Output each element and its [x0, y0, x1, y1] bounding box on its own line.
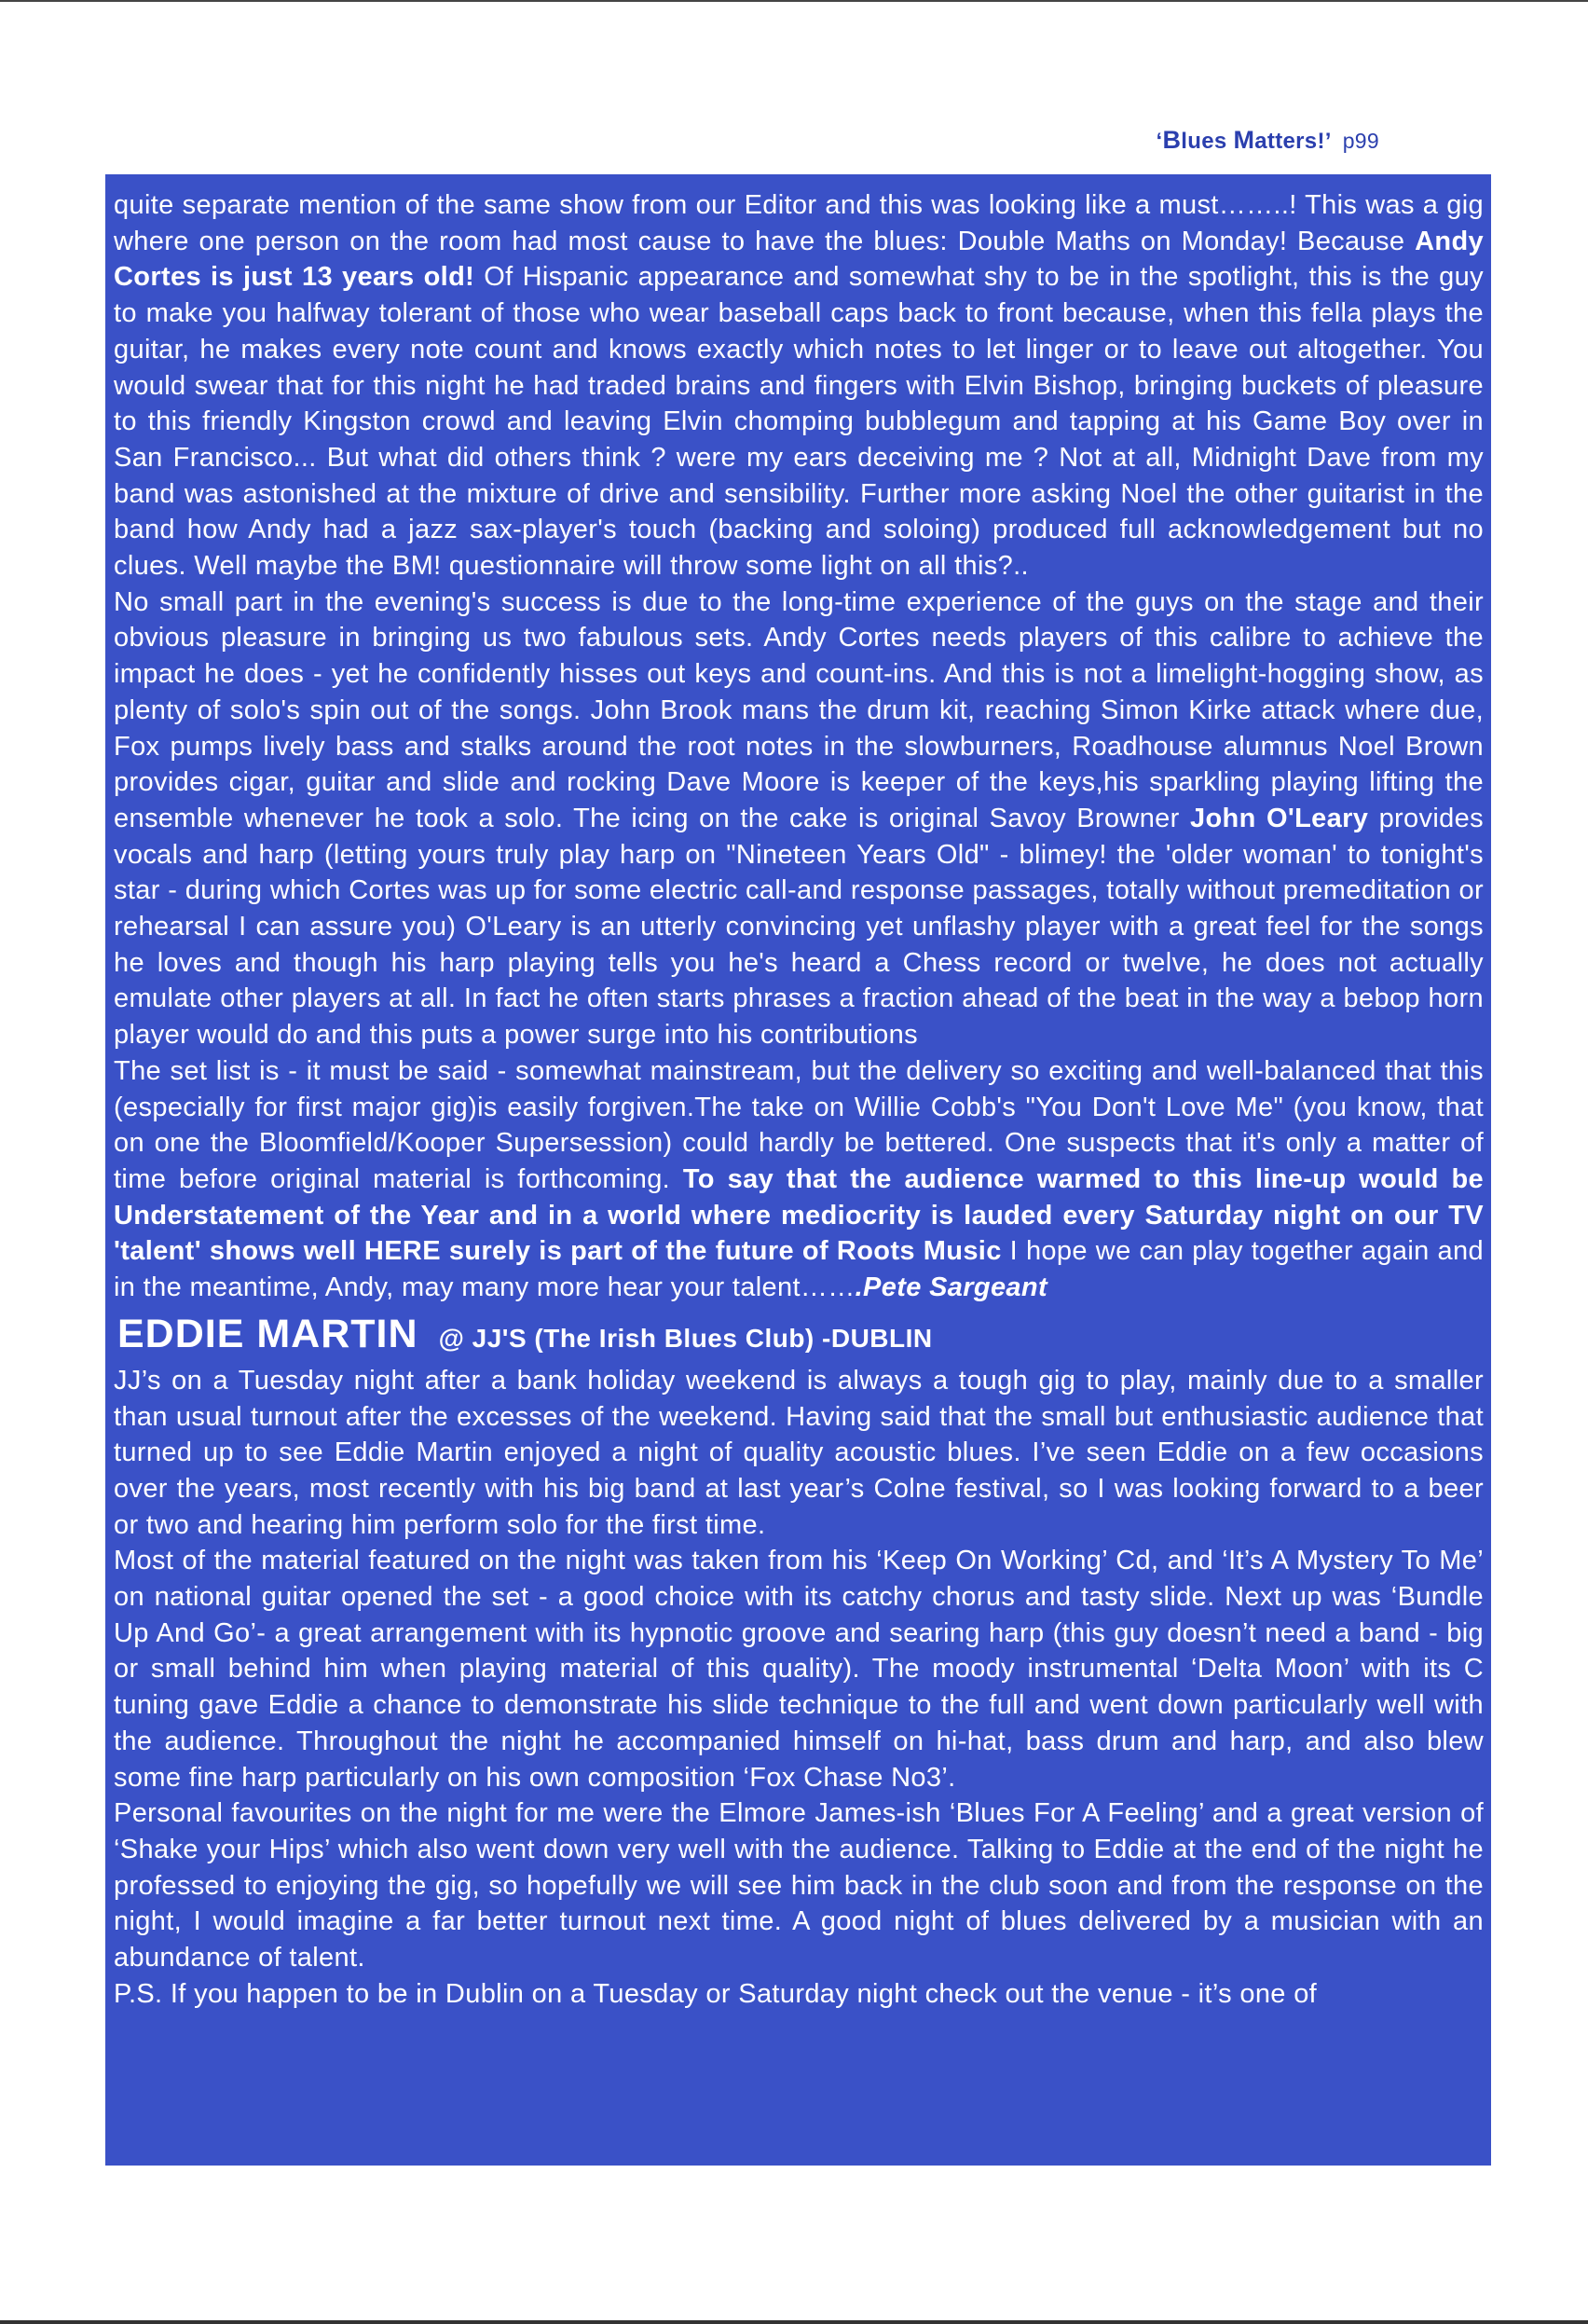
artist-name: EDDIE MARTIN	[117, 1311, 418, 1356]
article1-paragraph-1: quite separate mention of the same show from our Editor and this was looking like a must……..! This was a gig where one person on the room had most cause to have the blues: Double Maths on Monday! Because Andy Cortes is just 13 years old! Of Hispanic appearance and somewhat shy to be in the spotlight, this is the guy to make you halfway tolerant of those who wear baseball caps back to front because, when this fella plays the guitar, he makes every note count and knows exactly which notes to let linger or to leave out altogether. You would swear that for this night he had traded brains and fingers with Elvin Bishop, bringing buckets of pleasure to this friendly Kingston crowd and leaving Elvin chomping bubblegum and tapping at his Game Boy over in San Francisco... But what did others think ? were my ears deceiving me ? Not at all, Midnight Dave from my band was astonished at the mixture of drive and sensibility. Further more asking Noel the other guitarist in the band how Andy had a jazz sax-player's touch (backing and soloing) produced full acknowledgement but no clues. Well maybe the BM! questionnaire will throw some light on all this?..	[114, 190, 1484, 582]
article-panel	[105, 174, 1491, 2166]
article2-paragraph-3: Personal favourites on the night for me were the Elmore James-ish ‘Blues For A Feeling’ and a great version of ‘Shake your Hips’ which also went down very well with the audience. Talking to Eddie at the end of the night he professed to enjoying the gig, so hopefully we will see him back in the club soon and from the response on the night, I would imagine a far better turnout next time. A good night of blues delivered by a musician with an abundance of talent.	[114, 1798, 1484, 1973]
bottom-rule	[0, 2320, 1588, 2324]
page-number: p99	[1342, 129, 1379, 153]
running-header	[1025, 126, 1379, 155]
article2-paragraph-4: P.S. If you happen to be in Dublin on a Tuesday or Saturday night check out the venue - it’s one of	[114, 1978, 1318, 2009]
author-credit: .Pete Sargeant	[855, 1272, 1047, 1303]
venue-name: @ JJ'S (The Irish Blues Club) -DUBLIN	[438, 1323, 933, 1353]
article1-paragraph-3: The set list is - it must be said - somewhat mainstream, but the delivery so exciting and well-balanced that this (especially for first major gig)is easily forgiven.The take on Willie Cobb's "You Don't Love Me" (you know, that on one the Bloomfield/Kooper Supersession) could hardly be bettered. One suspects that it's only a matter of time before original material is forthcoming. To say that the audience warmed to this line-up would be Understatement of the Year and in a world where mediocrity is lauded every Saturday night on our TV 'talent' shows well HERE surely is part of the future of Roots Music I hope we can play together again and in the meantime, Andy, may many more hear your talent…….Pete Sargeant	[114, 1055, 1484, 1303]
article2-paragraph-2: Most of the material featured on the night was taken from his ‘Keep On Working’ Cd, and ‘It’s A Mystery To Me’ on national guitar opened the set - a good choice with its catchy chorus and tasty slide. Next up was ‘Bundle Up And Go’- a great arrangement with its hypnotic groove and searing harp (this guy doesn’t need a band - big or small behind him when playing material of this quality). The moody instrumental ‘Delta Moon’ with its C tuning gave Eddie a chance to demonstrate his slide technique to the full and went down particularly well with the audience. Throughout the night he accompanied himself on hi-hat, bass drum and harp, and also blew some fine harp particularly on his own composition ‘Fox Chase No3’.	[114, 1546, 1484, 1793]
article2-paragraph-1: JJ’s on a Tuesday night after a bank holiday weekend is always a tough gig to play, mainly due to a smaller than usual turnout after the excesses of the weekend. Having said that the small but enthusiastic audience that turned up to see Eddie Martin enjoyed a night of quality acoustic blues. I’ve seen Eddie on a few occasions over the years, most recently with his big band at last year’s Colne festival, so I was looking forward to a beer or two and hearing him perform solo for the first time.	[114, 1365, 1484, 1540]
review-heading	[117, 1313, 1484, 1359]
article1-paragraph-2: No small part in the evening's success is due to the long-time experience of the guys on the stage and their obvious pleasure in bringing us two fabulous sets. Andy Cortes needs players of this calibre to achieve the impact he does - yet he confidently hisses out keys and count-ins. And this is not a limelight-hogging show, as plenty of solo's spin out of the songs. John Brook mans the drum kit, reaching Simon Kirke attack where due, Fox pumps lively bass and stalks around the root notes in the slowburners, Roadhouse alumnus Noel Brown provides cigar, guitar and slide and rocking Dave Moore is keeper of the keys,his sparkling playing lifting the ensemble whenever he took a solo. The icing on the cake is original Savoy Browner John O'Leary provides vocals and harp (letting yours truly play harp on "Nineteen Years Old" - blimey! the 'older woman' to tonight's star - during which Cortes was up for some electric call-and response passages, totally without premeditation or rehearsal I can assure you) O'Leary is an utterly convincing yet unflashy player with a great feel for the songs he loves and though his harp playing tells you he's heard a Chess record or twelve, he does not actually emulate other players at all. In fact he often starts phrases a fraction ahead of the beat in the way a bebop horn player would do and this puts a power surge into his contributions	[114, 586, 1484, 1051]
magazine-title: ‘Blues Matters!’	[1156, 126, 1332, 154]
top-rule	[0, 0, 1588, 2]
